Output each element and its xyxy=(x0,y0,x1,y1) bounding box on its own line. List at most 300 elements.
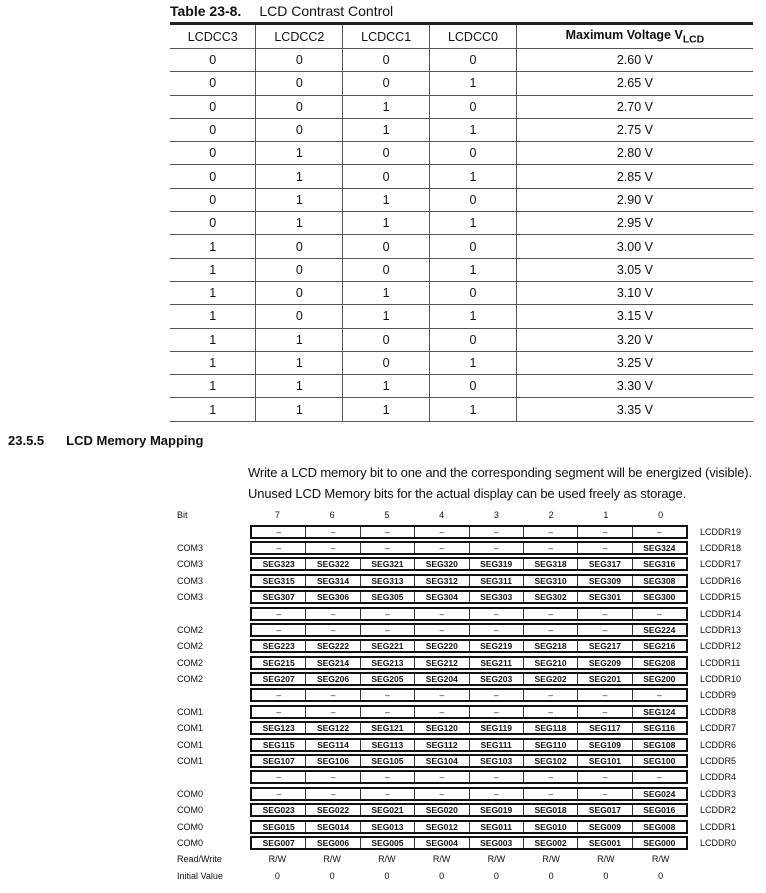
value: R/W xyxy=(542,854,560,865)
memory-row xyxy=(170,573,766,589)
value: 1 xyxy=(603,510,609,521)
table-row xyxy=(170,212,753,235)
table-cell: 2.80 V xyxy=(516,142,753,165)
segment-cell: SEG202 xyxy=(523,674,577,684)
segment-cell: – xyxy=(414,789,468,799)
value: 0 xyxy=(658,510,664,521)
com-label: COM0 xyxy=(177,821,204,832)
segment-cell: – xyxy=(414,690,468,700)
table-cell: 0 xyxy=(343,351,430,374)
table-cell: 1 xyxy=(430,212,517,235)
table-cell: 1 xyxy=(170,235,256,258)
table-cell: 0 xyxy=(256,258,343,281)
table-cell: 0 xyxy=(170,118,256,141)
segment-cell: SEG018 xyxy=(523,805,577,815)
segment-cell: SEG103 xyxy=(469,756,523,766)
segment-cell: – xyxy=(523,707,577,717)
value: R/W xyxy=(651,854,670,865)
segment-cell: SEG122 xyxy=(305,723,359,733)
segment-cell: SEG201 xyxy=(577,674,631,684)
register-cells xyxy=(250,541,688,555)
segment-cell: – xyxy=(276,542,282,553)
segment-cell: SEG312 xyxy=(414,576,468,586)
segment-cell: SEG021 xyxy=(360,805,414,815)
register-name: LCDDR7 xyxy=(700,723,737,734)
segment-cell: SEG008 xyxy=(632,822,686,832)
register-name: LCDDR13 xyxy=(700,624,742,635)
segment-cell: SEG016 xyxy=(632,805,686,815)
table-cell: 2.70 V xyxy=(516,95,753,118)
com-label: COM0 xyxy=(177,805,204,816)
register-name: LCDDR11 xyxy=(700,657,741,668)
segment-cell: SEG208 xyxy=(632,658,686,668)
table-cell: 0 xyxy=(343,72,430,95)
value: 2 xyxy=(548,510,554,521)
segment-cell: SEG115 xyxy=(262,739,295,750)
section-heading: 23.5.5 LCD Memory Mapping xyxy=(8,433,204,448)
segment-cell: SEG101 xyxy=(577,756,631,766)
segment-cell: SEG020 xyxy=(414,805,468,815)
value: 4 xyxy=(439,510,445,521)
memory-row xyxy=(170,769,766,785)
memory-row xyxy=(170,671,766,687)
segment-cell: SEG005 xyxy=(360,838,414,848)
register-cells xyxy=(250,820,688,834)
segment-cell: – xyxy=(469,707,523,717)
segment-cell: SEG109 xyxy=(577,740,631,750)
table-cell: 1 xyxy=(430,165,517,188)
value: R/W xyxy=(378,854,396,865)
col-header-voltage: Maximum Voltage $V_{LCD}$ xyxy=(516,24,753,49)
segment-cell: – xyxy=(632,772,686,782)
segment-cell: SEG216 xyxy=(632,641,686,651)
table-row xyxy=(170,165,753,188)
table-cell: 2.65 V xyxy=(516,72,753,95)
table-row xyxy=(170,118,753,141)
segment-cell: SEG203 xyxy=(469,674,523,684)
segment-cell: SEG003 xyxy=(469,838,523,848)
register-cells xyxy=(250,770,688,784)
segment-cell: SEG305 xyxy=(360,592,414,602)
memory-row xyxy=(170,556,766,572)
table-cell: 2.75 V xyxy=(516,118,753,141)
table-cell: 1 xyxy=(256,375,343,398)
table-cell: 1 xyxy=(170,398,256,421)
table-cell: 0 xyxy=(430,235,517,258)
segment-cell: SEG009 xyxy=(577,822,631,832)
memory-row xyxy=(170,589,766,605)
register-cells xyxy=(250,803,688,817)
value: 0 xyxy=(548,870,554,881)
register-cells xyxy=(250,574,688,588)
segment-cell: – xyxy=(523,527,577,537)
register-name: LCDDR17 xyxy=(700,559,742,570)
segment-cell: SEG317 xyxy=(577,559,631,569)
segment-cell: SEG307 xyxy=(262,592,295,603)
segment-cell: – xyxy=(276,706,282,717)
segment-cell: SEG300 xyxy=(632,592,686,602)
segment-cell: SEG323 xyxy=(262,559,295,570)
register-name: LCDDR4 xyxy=(700,772,737,783)
segment-cell: SEG212 xyxy=(414,658,468,668)
com-label: COM3 xyxy=(177,575,204,586)
table-cell: 0 xyxy=(430,375,517,398)
memory-row xyxy=(170,835,766,851)
table-cell: 1 xyxy=(256,398,343,421)
com-label: COM3 xyxy=(177,592,204,603)
segment-cell: SEG308 xyxy=(632,576,686,586)
table-cell: 1 xyxy=(430,351,517,374)
segment-cell: SEG108 xyxy=(632,740,686,750)
segment-cell: – xyxy=(305,527,359,537)
col-header: LCDCC0 xyxy=(430,24,517,49)
memory-row xyxy=(170,753,766,769)
segment-cell: SEG007 xyxy=(262,838,295,848)
segment-cell: SEG224 xyxy=(632,625,686,635)
segment-cell: – xyxy=(414,625,468,635)
segment-cell: SEG218 xyxy=(523,641,577,651)
segment-cell: – xyxy=(360,609,414,619)
register-name: LCDDR6 xyxy=(700,739,737,750)
table-cell: 0 xyxy=(256,118,343,141)
segment-cell: SEG211 xyxy=(469,658,523,668)
register-cells xyxy=(250,656,688,670)
segment-cell: – xyxy=(414,772,468,782)
value: 0 xyxy=(603,870,609,881)
memory-row xyxy=(170,622,766,638)
table-cell: 2.85 V xyxy=(516,165,753,188)
table-cell: 1 xyxy=(170,281,256,304)
segment-cell: SEG303 xyxy=(469,592,523,602)
register-cells xyxy=(250,836,688,850)
segment-cell: SEG319 xyxy=(469,559,523,569)
segment-cell: – xyxy=(276,608,282,619)
segment-cell: SEG102 xyxy=(523,756,577,766)
memory-row xyxy=(170,802,766,818)
table-caption: Table 23-8. LCD Contrast Control xyxy=(170,3,394,19)
value: R/W xyxy=(597,854,615,865)
table-cell: 2.95 V xyxy=(516,212,753,235)
register-name: LCDDR5 xyxy=(700,756,737,767)
initial-value-row xyxy=(170,868,766,884)
table-cell: 3.20 V xyxy=(516,328,753,351)
segment-cell: – xyxy=(469,625,523,635)
table-cell: 0 xyxy=(256,281,343,304)
table-cell: 1 xyxy=(256,188,343,211)
segment-cell: SEG210 xyxy=(523,658,577,668)
table-cell: 1 xyxy=(170,328,256,351)
segment-cell: – xyxy=(469,527,523,537)
segment-cell: SEG011 xyxy=(469,822,523,832)
segment-cell: – xyxy=(305,789,359,799)
value: 0 xyxy=(493,870,499,881)
register-name: LCDDR19 xyxy=(700,526,742,537)
memory-row xyxy=(170,786,766,802)
register-name: LCDDR9 xyxy=(700,690,737,701)
segment-cell: SEG107 xyxy=(262,756,295,767)
value: 0 xyxy=(329,870,335,881)
table-cell: 3.25 V xyxy=(516,351,753,374)
memory-row xyxy=(170,818,766,834)
table-cell: 1 xyxy=(343,212,430,235)
segment-cell: SEG120 xyxy=(414,723,468,733)
segment-cell: – xyxy=(577,625,631,635)
segment-cell: – xyxy=(360,543,414,553)
memory-row xyxy=(170,540,766,556)
segment-cell: SEG002 xyxy=(523,838,577,848)
segment-cell: SEG100 xyxy=(632,756,686,766)
value: 0 xyxy=(439,870,445,881)
table-cell: 0 xyxy=(170,212,256,235)
table-cell: 1 xyxy=(430,258,517,281)
segment-cell: SEG113 xyxy=(360,740,414,750)
table-cell: 1 xyxy=(256,212,343,235)
register-name: LCDDR16 xyxy=(700,575,742,586)
row-values xyxy=(250,510,688,520)
segment-cell: – xyxy=(305,772,359,782)
table-cell: 0 xyxy=(170,49,256,72)
table-cell: 0 xyxy=(430,142,517,165)
segment-cell: SEG015 xyxy=(262,821,295,832)
col-header: LCDCC1 xyxy=(343,24,430,49)
segment-cell: – xyxy=(469,543,523,553)
segment-cell: SEG309 xyxy=(577,576,631,586)
col-header: LCDCC2 xyxy=(256,24,343,49)
table-cell: 0 xyxy=(256,49,343,72)
segment-cell: SEG013 xyxy=(360,822,414,832)
table-row xyxy=(170,72,753,95)
segment-cell: SEG316 xyxy=(632,559,686,569)
com-label: COM2 xyxy=(177,624,204,635)
segment-cell: – xyxy=(276,788,282,799)
table-cell: 0 xyxy=(256,305,343,328)
segment-cell: – xyxy=(305,625,359,635)
value: 0 xyxy=(384,870,390,881)
segment-cell: – xyxy=(577,772,631,782)
register-name: LCDDR18 xyxy=(700,542,742,553)
segment-cell: – xyxy=(577,789,631,799)
memory-row xyxy=(170,720,766,736)
table-cell: 0 xyxy=(343,235,430,258)
table-cell: 1 xyxy=(343,375,430,398)
row-label: Initial Value xyxy=(177,870,223,881)
row-label: Read/Write xyxy=(177,854,222,865)
table-header xyxy=(170,24,753,49)
segment-cell: SEG301 xyxy=(577,592,631,602)
segment-cell: SEG010 xyxy=(523,822,577,832)
table-cell: 0 xyxy=(430,95,517,118)
table-cell: 0 xyxy=(430,49,517,72)
table-cell: 1 xyxy=(256,142,343,165)
segment-cell: – xyxy=(523,609,577,619)
table-row xyxy=(170,351,753,374)
segment-cell: SEG014 xyxy=(305,822,359,832)
com-label: COM1 xyxy=(177,739,204,750)
table-cell: 1 xyxy=(343,398,430,421)
segment-cell: SEG123 xyxy=(262,723,295,734)
table-cell: 0 xyxy=(256,72,343,95)
table-cell: 1 xyxy=(430,72,517,95)
segment-cell: SEG207 xyxy=(262,674,295,685)
register-cells xyxy=(250,557,688,571)
table-cell: 1 xyxy=(343,188,430,211)
segment-cell: SEG215 xyxy=(262,657,295,668)
segment-cell: SEG117 xyxy=(577,723,631,733)
segment-cell: SEG024 xyxy=(632,789,686,799)
table-cell: 1 xyxy=(170,258,256,281)
segment-cell: SEG209 xyxy=(577,658,631,668)
segment-cell: – xyxy=(523,543,577,553)
segment-cell: SEG214 xyxy=(305,658,359,668)
register-cells xyxy=(250,672,688,686)
segment-cell: SEG314 xyxy=(305,576,359,586)
table-row xyxy=(170,258,753,281)
memory-row xyxy=(170,704,766,720)
table-cell: 2.60 V xyxy=(516,49,753,72)
segment-cell: SEG217 xyxy=(577,641,631,651)
segment-cell: – xyxy=(469,789,523,799)
segment-cell: SEG114 xyxy=(305,740,359,750)
value: 6 xyxy=(329,510,335,521)
segment-cell: SEG012 xyxy=(414,822,468,832)
register-cells xyxy=(250,607,688,621)
segment-cell: SEG223 xyxy=(262,641,295,652)
table-row xyxy=(170,49,753,72)
table-cell: 0 xyxy=(170,95,256,118)
segment-cell: SEG001 xyxy=(577,838,631,848)
table-cell: 3.35 V xyxy=(516,398,753,421)
segment-cell: – xyxy=(276,690,282,701)
table-cell: 0 xyxy=(170,142,256,165)
col-header: LCDCC3 xyxy=(170,24,256,49)
com-label: COM1 xyxy=(177,723,204,734)
table-cell: 1 xyxy=(343,118,430,141)
table-cell: 3.00 V xyxy=(516,235,753,258)
register-name: LCDDR3 xyxy=(700,788,737,799)
segment-cell: SEG219 xyxy=(469,641,523,651)
register-cells xyxy=(250,623,688,637)
segment-cell: – xyxy=(276,526,282,537)
segment-cell: SEG322 xyxy=(305,559,359,569)
segment-cell: SEG204 xyxy=(414,674,468,684)
table-cell: 1 xyxy=(430,118,517,141)
segment-cell: SEG105 xyxy=(360,756,414,766)
table-cell: 0 xyxy=(343,142,430,165)
segment-cell: – xyxy=(414,707,468,717)
table-cell: 0 xyxy=(170,188,256,211)
segment-cell: – xyxy=(305,609,359,619)
value: 5 xyxy=(384,510,390,521)
com-label: COM1 xyxy=(177,706,204,717)
register-name: LCDDR1 xyxy=(700,821,737,832)
segment-cell: SEG124 xyxy=(632,707,686,717)
register-name: LCDDR2 xyxy=(700,805,737,816)
row-label: Bit xyxy=(177,510,188,521)
com-label: COM3 xyxy=(177,559,204,570)
table-cell: 0 xyxy=(343,165,430,188)
register-cells xyxy=(250,754,688,768)
row-values xyxy=(250,854,688,864)
contrast-table xyxy=(170,22,753,422)
table-cell: 2.90 V xyxy=(516,188,753,211)
segment-cell: – xyxy=(414,609,468,619)
segment-cell: SEG313 xyxy=(360,576,414,586)
table-row xyxy=(170,398,753,421)
segment-cell: – xyxy=(577,707,631,717)
segment-cell: SEG222 xyxy=(305,641,359,651)
segment-cell: SEG118 xyxy=(523,723,577,733)
segment-cell: – xyxy=(577,690,631,700)
register-name: LCDDR15 xyxy=(700,592,742,603)
value: 7 xyxy=(274,510,280,521)
memory-row xyxy=(170,655,766,671)
bit-row xyxy=(170,507,766,523)
segment-cell: SEG318 xyxy=(523,559,577,569)
segment-cell: – xyxy=(360,772,414,782)
value: R/W xyxy=(268,854,287,865)
segment-cell: SEG311 xyxy=(469,576,523,586)
table-cell: 0 xyxy=(343,258,430,281)
value: 0 xyxy=(274,870,280,881)
table-row xyxy=(170,235,753,258)
register-name: LCDDR14 xyxy=(700,608,742,619)
register-cells xyxy=(250,705,688,719)
segment-cell: SEG302 xyxy=(523,592,577,602)
segment-cell: SEG324 xyxy=(632,543,686,553)
segment-cell: SEG000 xyxy=(632,838,686,848)
table-cell: 1 xyxy=(256,165,343,188)
segment-cell: – xyxy=(305,543,359,553)
segment-cell: – xyxy=(360,690,414,700)
segment-cell: – xyxy=(276,624,282,635)
com-label: COM3 xyxy=(177,542,204,553)
segment-cell: SEG321 xyxy=(360,559,414,569)
segment-cell: SEG106 xyxy=(305,756,359,766)
segment-cell: – xyxy=(577,527,631,537)
register-cells xyxy=(250,688,688,702)
value: R/W xyxy=(432,854,451,865)
segment-cell: – xyxy=(523,789,577,799)
table-cell: 0 xyxy=(430,188,517,211)
segment-cell: SEG116 xyxy=(632,723,686,733)
segment-cell: – xyxy=(469,772,523,782)
table-cell: 3.15 V xyxy=(516,305,753,328)
com-label: COM0 xyxy=(177,788,204,799)
segment-cell: – xyxy=(414,527,468,537)
memory-row xyxy=(170,605,766,621)
table-cell: 1 xyxy=(170,351,256,374)
segment-cell: SEG111 xyxy=(469,740,523,750)
table-cell: 0 xyxy=(343,49,430,72)
segment-cell: SEG110 xyxy=(523,740,577,750)
read-write-row xyxy=(170,851,766,867)
segment-cell: SEG310 xyxy=(523,576,577,586)
table-cell: 0 xyxy=(256,95,343,118)
table-row xyxy=(170,95,753,118)
segment-cell: – xyxy=(305,690,359,700)
value: R/W xyxy=(487,854,506,865)
segment-cell: – xyxy=(577,543,631,553)
table-cell: 0 xyxy=(256,235,343,258)
segment-cell: – xyxy=(360,707,414,717)
table-cell: 3.10 V xyxy=(516,281,753,304)
segment-cell: SEG019 xyxy=(469,805,523,815)
segment-cell: SEG206 xyxy=(305,674,359,684)
segment-cell: SEG004 xyxy=(414,838,468,848)
register-cells xyxy=(250,787,688,801)
register-name: LCDDR10 xyxy=(700,674,742,685)
value: 0 xyxy=(658,870,664,881)
